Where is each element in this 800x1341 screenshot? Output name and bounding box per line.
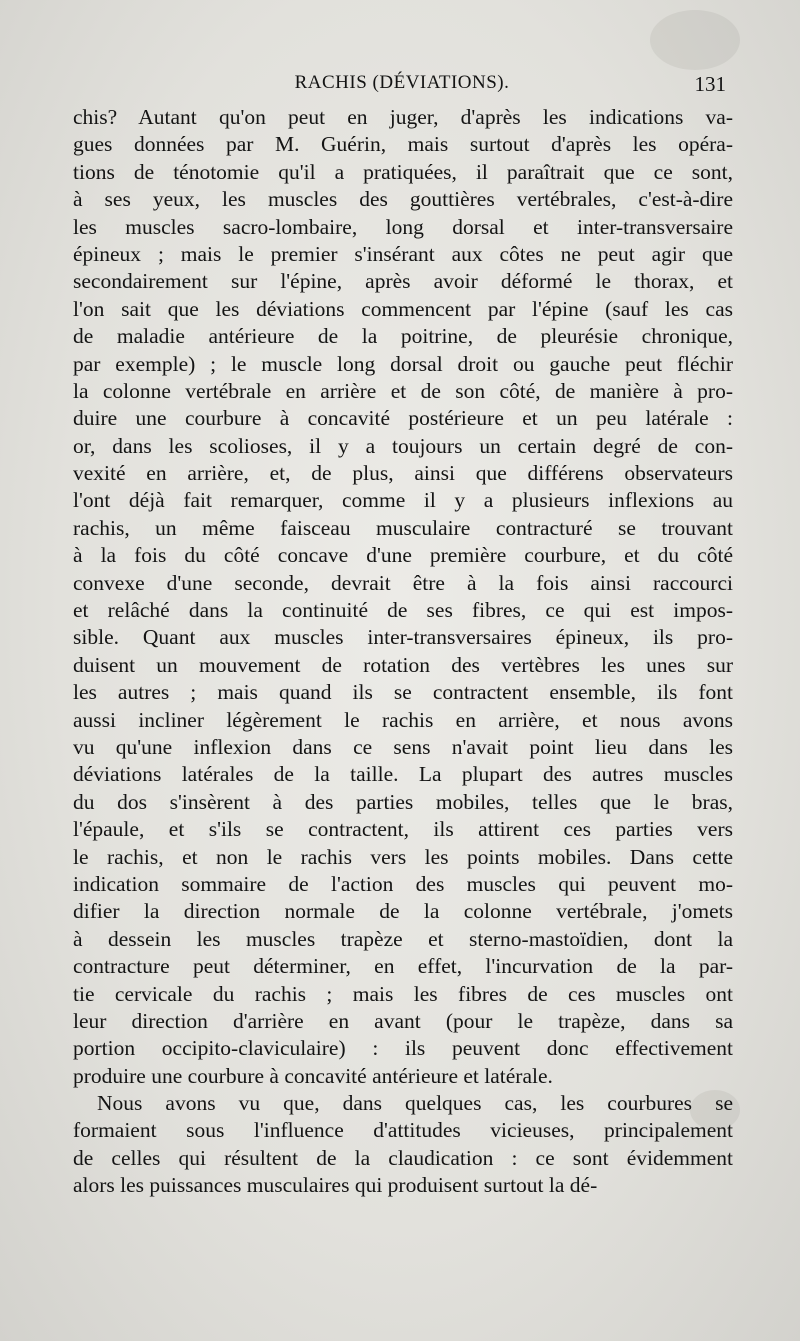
text-line: difier la direction normale de la colonne vertébrale, j'omets bbox=[73, 899, 733, 924]
text-line: convexe d'une seconde, devrait être à la fois ainsi raccourci bbox=[73, 570, 733, 595]
text-line: duisent un mouvement de rotation des vertèbres les unes sur bbox=[73, 652, 733, 677]
text-line: aussi incliner légèrement le rachis en arrière, et nous avons bbox=[73, 707, 733, 732]
text-line: rachis, un même faisceau musculaire contracturé se trouvant bbox=[73, 515, 733, 540]
text-line: gues données par M. Guérin, mais surtout d'après les opéra- bbox=[73, 132, 733, 157]
text-line: épineux ; mais le premier s'insérant aux côtes ne peut agir que bbox=[73, 241, 733, 266]
text-line: l'épaule, et s'ils se contractent, ils attirent ces parties vers bbox=[73, 817, 733, 842]
text-line: secondairement sur l'épine, après avoir déformé le thorax, et bbox=[73, 269, 733, 294]
text-line: chis? Autant qu'on peut en juger, d'après les indications va- bbox=[73, 105, 733, 129]
text-line: l'ont déjà fait remarquer, comme il y a plusieurs inflexions au bbox=[73, 488, 733, 513]
text-line: alors les puissances musculaires qui produisent surtout la dé- bbox=[73, 1173, 598, 1198]
text-line: formaient sous l'influence d'attitudes vicieuses, principalement bbox=[73, 1118, 733, 1143]
text-line: contracture peut déterminer, en effet, l'incurvation de la par- bbox=[73, 954, 733, 979]
text-line: à dessein les muscles trapèze et sterno-mastoïdien, dont la bbox=[73, 926, 733, 951]
text-line: par exemple) ; le muscle long dorsal droit ou gauche peut fléchir bbox=[73, 351, 733, 376]
text-line: or, dans les scolioses, il y a toujours un certain degré de con- bbox=[73, 433, 733, 458]
text-line: produire une courbure à concavité antérieure et latérale. bbox=[73, 1063, 553, 1088]
page-header bbox=[72, 72, 732, 102]
text-line: indication sommaire de l'action des muscles qui peuvent mo- bbox=[73, 871, 733, 896]
text-line: leur direction d'arrière en avant (pour le trapèze, dans sa bbox=[73, 1008, 733, 1033]
text-line: à la fois du côté concave d'une première courbure, et du côté bbox=[73, 543, 733, 568]
text-line: déviations latérales de la taille. La plupart des autres muscles bbox=[73, 762, 733, 787]
running-title: RACHIS (DÉVIATIONS). bbox=[294, 72, 510, 93]
text-line: l'on sait que les déviations commencent par l'épine (sauf les cas bbox=[73, 296, 733, 321]
text-line: sible. Quant aux muscles inter-transversaires épineux, ils pro- bbox=[73, 625, 733, 650]
text-line: de celles qui résultent de la claudication : ce sont évidemment bbox=[73, 1145, 733, 1170]
text-line: tie cervicale du rachis ; mais les fibres de ces muscles ont bbox=[73, 981, 733, 1006]
text-line: les muscles sacro-lombaire, long dorsal et inter-transversaire bbox=[73, 214, 733, 239]
text-line: et relâché dans la continuité de ses fibres, ce qui est impos- bbox=[73, 598, 733, 623]
text-line: portion occipito-claviculaire) : ils peuvent donc effectivement bbox=[73, 1036, 733, 1061]
body-text bbox=[73, 104, 733, 1200]
page-number: 131 bbox=[694, 72, 726, 96]
text-line: la colonne vertébrale en arrière et de son côté, de manière à pro- bbox=[73, 378, 733, 403]
text-line: vexité en arrière, et, de plus, ainsi que différens observateurs bbox=[73, 461, 733, 486]
text-line: du dos s'insèrent à des parties mobiles, telles que le bras, bbox=[73, 789, 733, 814]
text-line: Nous avons vu que, dans quelques cas, les courbures se bbox=[97, 1091, 733, 1116]
text-line: vu qu'une inflexion dans ce sens n'avait point lieu dans les bbox=[73, 734, 733, 759]
text-line: de maladie antérieure de la poitrine, de pleurésie chronique, bbox=[73, 324, 733, 349]
text-line: le rachis, et non le rachis vers les points mobiles. Dans cette bbox=[73, 844, 733, 869]
paper-stain bbox=[650, 10, 740, 70]
text-line: duire une courbure à concavité postérieure et un peu latérale : bbox=[73, 406, 733, 431]
text-line: à ses yeux, les muscles des gouttières vertébrales, c'est-à-dire bbox=[73, 187, 733, 212]
text-line: tions de ténotomie qu'il a pratiquées, il paraîtrait que ce sont, bbox=[73, 159, 733, 184]
text-line: les autres ; mais quand ils se contractent ensemble, ils font bbox=[73, 680, 733, 705]
